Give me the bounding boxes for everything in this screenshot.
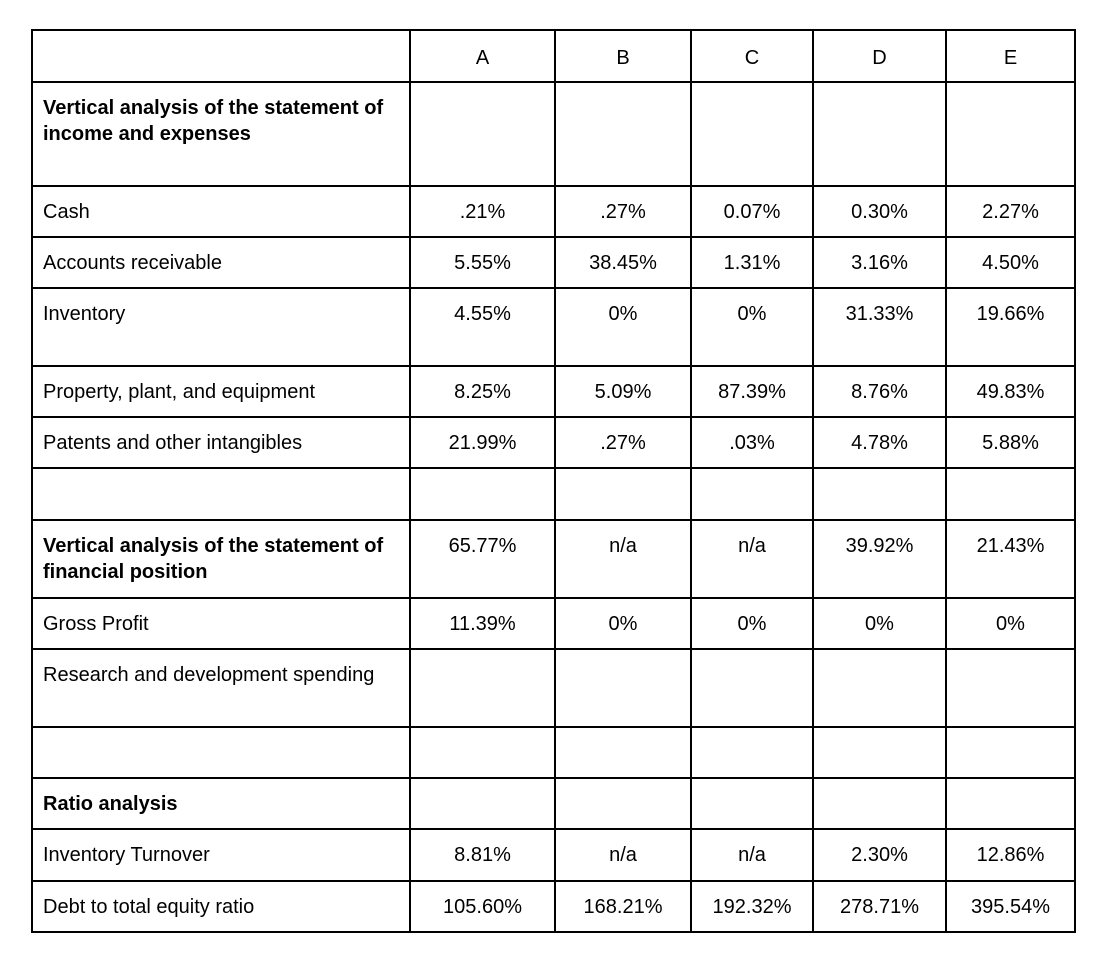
value-cell-c xyxy=(691,649,813,727)
value-cell-d: 31.33% xyxy=(813,288,946,366)
column-header-e: E xyxy=(946,30,1075,82)
table-row xyxy=(32,649,1075,727)
section-heading-cell: Vertical analysis of the statement of financial position xyxy=(32,520,410,598)
value-cell-e: 49.83% xyxy=(946,366,1075,417)
value-cell-e: 0% xyxy=(946,598,1075,649)
table-row xyxy=(32,778,1075,829)
table-row xyxy=(32,288,1075,366)
value-cell-d xyxy=(813,727,946,778)
column-header-d: D xyxy=(813,30,946,82)
table-body xyxy=(32,30,1075,932)
value-cell-c xyxy=(691,778,813,829)
table-row xyxy=(32,829,1075,881)
column-header-c: C xyxy=(691,30,813,82)
value-cell-a xyxy=(410,727,555,778)
value-cell-c xyxy=(691,727,813,778)
value-cell-c xyxy=(691,82,813,186)
value-cell-e: 4.50% xyxy=(946,237,1075,288)
column-header-a: A xyxy=(410,30,555,82)
row-label-cell xyxy=(32,468,410,520)
section-heading-cell: Vertical analysis of the statement of income and expenses xyxy=(32,82,410,186)
column-header-b: B xyxy=(555,30,691,82)
value-cell-d xyxy=(813,468,946,520)
value-cell-b xyxy=(555,778,691,829)
value-cell-c: 0% xyxy=(691,288,813,366)
value-cell-b: 168.21% xyxy=(555,881,691,932)
table-row xyxy=(32,727,1075,778)
value-cell-a: 4.55% xyxy=(410,288,555,366)
value-cell-b: .27% xyxy=(555,417,691,468)
value-cell-b xyxy=(555,727,691,778)
value-cell-a: 5.55% xyxy=(410,237,555,288)
value-cell-d: 278.71% xyxy=(813,881,946,932)
value-cell-b xyxy=(555,468,691,520)
row-label-cell: Property, plant, and equipment xyxy=(32,366,410,417)
value-cell-c: 1.31% xyxy=(691,237,813,288)
row-label-cell: Debt to total equity ratio xyxy=(32,881,410,932)
value-cell-d: 39.92% xyxy=(813,520,946,598)
table-row xyxy=(32,881,1075,932)
value-cell-d xyxy=(813,82,946,186)
value-cell-b: 0% xyxy=(555,598,691,649)
value-cell-b: 5.09% xyxy=(555,366,691,417)
value-cell-a xyxy=(410,468,555,520)
table-row xyxy=(32,366,1075,417)
row-label-cell xyxy=(32,727,410,778)
row-label-cell: Inventory Turnover xyxy=(32,829,410,881)
value-cell-a xyxy=(410,649,555,727)
value-cell-e: 395.54% xyxy=(946,881,1075,932)
value-cell-d: 8.76% xyxy=(813,366,946,417)
value-cell-a: .21% xyxy=(410,186,555,237)
value-cell-e xyxy=(946,468,1075,520)
value-cell-d: 3.16% xyxy=(813,237,946,288)
value-cell-a xyxy=(410,82,555,186)
table-row xyxy=(32,598,1075,649)
value-cell-b xyxy=(555,649,691,727)
table-row xyxy=(32,520,1075,598)
value-cell-a xyxy=(410,778,555,829)
value-cell-a: 8.25% xyxy=(410,366,555,417)
value-cell-c: 87.39% xyxy=(691,366,813,417)
table-row xyxy=(32,237,1075,288)
value-cell-e: 12.86% xyxy=(946,829,1075,881)
value-cell-a: 105.60% xyxy=(410,881,555,932)
value-cell-d: 2.30% xyxy=(813,829,946,881)
value-cell-a: 8.81% xyxy=(410,829,555,881)
value-cell-e: 21.43% xyxy=(946,520,1075,598)
row-label-cell: Inventory xyxy=(32,288,410,366)
value-cell-e xyxy=(946,727,1075,778)
value-cell-e: 2.27% xyxy=(946,186,1075,237)
value-cell-e: 5.88% xyxy=(946,417,1075,468)
value-cell-e: 19.66% xyxy=(946,288,1075,366)
row-label-cell: Cash xyxy=(32,186,410,237)
table-row xyxy=(32,417,1075,468)
row-label-cell: Accounts receivable xyxy=(32,237,410,288)
value-cell-d: 0.30% xyxy=(813,186,946,237)
value-cell-b xyxy=(555,82,691,186)
section-heading-cell: Ratio analysis xyxy=(32,778,410,829)
value-cell-c: n/a xyxy=(691,829,813,881)
value-cell-d: 4.78% xyxy=(813,417,946,468)
table-row xyxy=(32,468,1075,520)
value-cell-c: .03% xyxy=(691,417,813,468)
value-cell-d: 0% xyxy=(813,598,946,649)
value-cell-b: n/a xyxy=(555,829,691,881)
value-cell-d xyxy=(813,778,946,829)
corner-cell xyxy=(32,30,410,82)
header-row xyxy=(32,30,1075,82)
value-cell-d xyxy=(813,649,946,727)
value-cell-e xyxy=(946,82,1075,186)
value-cell-b: n/a xyxy=(555,520,691,598)
value-cell-e xyxy=(946,649,1075,727)
row-label-cell: Gross Profit xyxy=(32,598,410,649)
table-row xyxy=(32,82,1075,186)
value-cell-a: 11.39% xyxy=(410,598,555,649)
value-cell-a: 21.99% xyxy=(410,417,555,468)
value-cell-a: 65.77% xyxy=(410,520,555,598)
value-cell-b: 38.45% xyxy=(555,237,691,288)
value-cell-b: 0% xyxy=(555,288,691,366)
value-cell-c xyxy=(691,468,813,520)
value-cell-c: 192.32% xyxy=(691,881,813,932)
value-cell-c: 0% xyxy=(691,598,813,649)
table-row xyxy=(32,186,1075,237)
value-cell-b: .27% xyxy=(555,186,691,237)
value-cell-e xyxy=(946,778,1075,829)
row-label-cell: Research and development spending xyxy=(32,649,410,727)
row-label-cell: Patents and other intangibles xyxy=(32,417,410,468)
value-cell-c: n/a xyxy=(691,520,813,598)
analysis-table xyxy=(31,29,1076,933)
value-cell-c: 0.07% xyxy=(691,186,813,237)
